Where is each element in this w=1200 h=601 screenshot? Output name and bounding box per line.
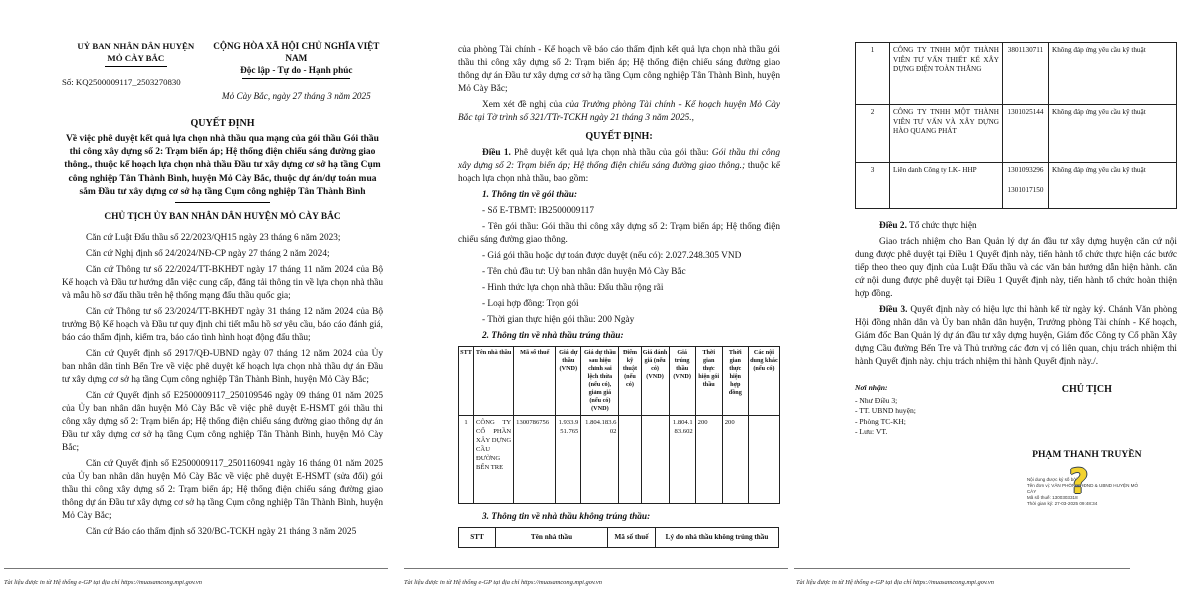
xemxet-paragraph xyxy=(458,99,780,125)
recipient-item: - TT. UBND huyện; xyxy=(855,406,916,415)
recipients-heading: Nơi nhận: xyxy=(855,383,888,392)
article-1 xyxy=(458,147,780,186)
national-motto: Độc lập - Tự do - Hạnh phúc xyxy=(240,65,353,75)
cell-tax-code: 3801130711 xyxy=(1003,43,1049,105)
cell-technical-score xyxy=(619,416,641,504)
article-1-pre: Phê duyệt kết quả lựa chọn nhà thầu của gói thầu: xyxy=(510,148,712,158)
winner-table-row xyxy=(459,416,780,504)
legal-basis-paragraph: Căn cứ Quyết định số E2500009117_250109546 ngày 09 tháng 01 năm 2025 của Ủy ban nhân dân huyện Mỏ Cày Bắc về việc phê duyệt E-HSMT gói thầu thi công xây dựng số 2: Trạm biến áp; Hệ thống điện chiếu sáng đường giao thông dự án Đầu tư xây dựng cơ sở hạ tầng Cụm công nghiệp Tân Thành Bình, huyện Mỏ Cày Bắc; xyxy=(62,391,383,454)
issuing-authority xyxy=(62,40,210,102)
cell-contractor-name: CÔNG TY TNHH MỘT THÀNH VIÊN TƯ VẤN VÀ XÂY DỰNG HÀO QUANG PHÁT xyxy=(890,105,1003,163)
cell-stt: 2 xyxy=(856,105,890,163)
date-line: Mỏ Cày Bắc, ngày 27 tháng 3 năm 2025 xyxy=(221,91,371,101)
cell-contractor-name: CÔNG TY CỔ PHẦN XÂY DỰNG CẦU ĐƯỜNG BẾN TRE xyxy=(474,416,514,504)
package-info-item: - Số E-TBMT: IB2500009117 xyxy=(482,206,595,216)
cell-tax-code: 1300786756 xyxy=(514,416,556,504)
cell-package-duration: 200 xyxy=(695,416,722,504)
recipient-item: - Phòng TC-KH; xyxy=(855,416,906,426)
legal-basis-paragraph: Căn cứ Luật Đấu thầu số 22/2023/QH15 ngày 23 tháng 6 năm 2023; xyxy=(86,233,341,244)
article-2-label: Điều 2. xyxy=(879,221,907,231)
cell-reason: Không đáp ứng yêu cầu kỹ thuật xyxy=(1049,163,1177,209)
article-3-label: Điều 3. xyxy=(879,305,908,315)
authority-heading: CHỦ TỊCH ỦY BAN NHÂN DÂN HUYỆN MỎ CÀY BẮC xyxy=(104,212,341,223)
page-footer: Tài liệu được in từ Hệ thống e-GP tại địa chỉ https://muasamcong.mpi.gov.vn xyxy=(404,568,788,589)
winner-table-header-row xyxy=(459,347,780,416)
header-cell: Giá đánh giá (nếu có) (VND) xyxy=(641,347,669,416)
cell-other xyxy=(748,416,779,504)
continuation-paragraph: của phòng Tài chính - Kế hoạch về báo cáo thẩm định kết quả lựa chọn nhà thầu gói thầu thi công xây dựng số 2: Trạm biến áp; Hệ thống điện chiếu sáng đường giao thông dự án Đầu tư xây dựng cơ sở hạ tầng Cụm công nghiệp Tân Thành Bình, huyện Mỏ Cày Bắc; xyxy=(458,45,780,94)
recipient-item: - Như Điều 3; xyxy=(855,395,898,405)
issuer-underline xyxy=(105,66,167,67)
header-cell: STT xyxy=(459,528,496,548)
article-1-post: thuộc kế hoạch lựa chọn nhà thầu, bao gồm: xyxy=(458,161,781,184)
package-info-item: - Tên chủ đầu tư: Uỷ ban nhân dân huyện Mỏ Cày Bắc xyxy=(482,267,686,277)
tax-code-1: 1301093296 xyxy=(1007,166,1044,174)
article-3 xyxy=(855,304,1177,369)
loser-row xyxy=(856,43,1177,105)
winner-table xyxy=(458,346,780,504)
cell-stt: 1 xyxy=(856,43,890,105)
legal-basis-paragraph: Căn cứ Quyết định số 2917/QĐ-UBND ngày 07 tháng 12 năm 2024 của Ủy ban nhân dân tỉnh Bến Tre về việc phê duyệt kế hoạch lựa chọn nhà thầu dự án Đầu tư xây dựng cơ sở hạ tầng Cụm công nghiệp Tân Thành Bình, huyện Mỏ Cày Bắc; xyxy=(62,349,383,386)
issuer-line-1: UỶ BAN NHÂN DÂN HUYỆN xyxy=(77,41,195,51)
decision-section-heading: QUYẾT ĐỊNH: xyxy=(585,131,653,142)
article-2-heading xyxy=(855,220,1177,233)
header-cell: Giá dự thầu sau hiệu chỉnh sai lệch thừa (nếu có), giảm giá (nếu có) (VND) xyxy=(581,347,619,416)
page-footer: Tài liệu được in từ Hệ thống e-GP tại địa chỉ https://muasamcong.mpi.gov.vn xyxy=(794,568,1130,589)
package-info-item: - Loại hợp đồng: Trọn gói xyxy=(482,299,579,309)
package-info-item: - Thời gian thực hiện gói thầu: 200 Ngày xyxy=(482,315,635,325)
signature-title: CHỦ TỊCH xyxy=(1061,384,1112,395)
legal-basis-paragraph: Căn cứ Thông tư số 23/2024/TT-BKHĐT ngày 31 tháng 12 năm 2024 của Bộ trưởng Bộ Kế hoạch và Đầu tư quy định chi tiết mẫu hồ sơ yêu cầu, báo cáo đánh giá, báo cáo thẩm định, kiểm tra, báo cáo tình hình hoạt động đấu thầu; xyxy=(62,307,383,344)
article-3-body: Quyết định này có hiệu lực thi hành kể từ ngày ký. Chánh Văn phòng Hội đồng nhân dân và Ủy ban nhân dân huyện, Trưởng phòng Tài chính - Kế hoạch, Giám đốc Ban Quản lý dự án đầu tư xây dựng huyện, Giám đốc Công ty Cổ phần Xây dựng Cầu đường Bến Tre và Thủ trưởng các đơn vị có liên quan, chịu trách nhiệm thi hành Quyết định này. chịu trách nhiệm thi hành Quyết định này./. xyxy=(855,305,1177,367)
header-cell: Tên nhà thầu xyxy=(496,528,608,548)
decision-title: Về việc phê duyệt kết quả lựa chọn nhà thầu qua mạng của gói thầu Gói thầu thi công xây dựng số 2: Trạm biến áp; Hệ thống điện chiếu sáng đường giao thông., thuộc kế hoạch lựa chọn nhà thầu Đầu tư xây dựng cơ sở hạ tầng Cụm công nghiệp Tân Thành Bình, huyện Mỏ Cày Bắc, thuộc dự án/dự toán mua sắm Đầu tư xây dựng cơ sở hạ tầng Cụm công nghiệp Tân Thành Bình xyxy=(64,134,381,197)
decision-heading: QUYẾT ĐỊNH xyxy=(190,118,255,129)
legal-basis-paragraph: Căn cứ Nghị định số 24/2024/NĐ-CP ngày 27 tháng 2 năm 2024; xyxy=(86,249,330,260)
section-3-heading: 3. Thông tin về nhà thầu không trúng thầu: xyxy=(482,512,651,522)
header-cell: Lý do nhà thầu không trúng thầu xyxy=(656,528,779,548)
cell-bid-price: 1.933.951.765 xyxy=(556,416,581,504)
legal-basis-paragraph: Căn cứ Thông tư số 22/2024/TT-BKHĐT ngày 17 tháng 11 năm 2024 của Bộ Kế hoạch và Đầu tư hướng dẫn việc cung cấp, đăng tải thông tin về lựa chọn nhà thầu và mẫu hồ sơ đấu thầu trên hệ thống mạng đấu thầu quốc gia; xyxy=(62,265,383,302)
cell-evaluated-price xyxy=(641,416,669,504)
cell-reason: Không đáp ứng yêu cầu kỹ thuật xyxy=(1049,105,1177,163)
page-footer: Tài liệu được in từ Hệ thống e-GP tại địa chỉ https://muasamcong.mpi.gov.vn xyxy=(4,568,388,589)
header-cell: STT xyxy=(459,347,474,416)
cell-stt: 1 xyxy=(459,416,474,504)
article-1-label: Điều 1. xyxy=(482,148,511,158)
loser-row xyxy=(856,163,1177,209)
header-cell: Tên nhà thầu xyxy=(474,347,514,416)
header-cell: Giá dự thầu (VND) xyxy=(556,347,581,416)
page-3 xyxy=(796,0,1200,601)
signer-block xyxy=(997,383,1177,507)
national-title: CỘNG HÒA XÃ HỘI CHỦ NGHĨA VIỆT NAM xyxy=(213,41,380,63)
national-header xyxy=(210,40,383,102)
tax-code-2: 1301017150 xyxy=(1007,185,1044,194)
header-cell: Điểm kỹ thuật (nếu có) xyxy=(619,347,641,416)
cell-tax-code: 1301025144 xyxy=(1003,105,1049,163)
page-1 xyxy=(0,0,400,601)
stamp-line: Tên đơn vị: VĂN PHÒNG HĐND & UBND HUYỆN MỎ CÀY xyxy=(1026,483,1139,494)
document-header xyxy=(62,40,383,102)
signature-section xyxy=(855,383,1177,507)
section-2-heading: 2. Thông tin về nhà thầu trúng thầu: xyxy=(482,331,624,341)
section-1-heading: 1. Thông tin về gói thầu: xyxy=(482,190,578,200)
xemxet-reference: của Trưởng phòng Tài chính - Kế hoạch huyện Mỏ Cày Bắc tại Tờ trình số 321/TTr-TCKH ngày 21 tháng 3 năm 2025., xyxy=(458,100,780,123)
loser-table xyxy=(855,42,1177,209)
cell-contractor-name: Liên danh Công ty LK- HHP xyxy=(890,163,1003,209)
signer-name: PHẠM THANH TRUYỀN xyxy=(1032,449,1142,460)
recipient-item: - Lưu: VT. xyxy=(855,427,888,436)
article-2-title: Tổ chức thực hiện xyxy=(906,221,977,231)
loser-table-header-row xyxy=(459,528,779,548)
stamp-line: Nội dung được ký số bởi xyxy=(1026,477,1078,482)
package-info-item: - Tên gói thầu: Gói thầu thi công xây dựng số 2: Trạm biến áp; Hệ thống điện chiếu sáng đường giao thông. xyxy=(458,222,780,245)
legal-basis-paragraph: Căn cứ Báo cáo thẩm định số 320/BC-TCKH ngày 21 tháng 3 năm 2025 xyxy=(86,527,357,538)
cell-contract-duration: 200 xyxy=(722,416,748,504)
header-cell: Thời gian thực hiện hợp đồng xyxy=(722,347,748,416)
legal-basis-paragraph: Căn cứ Quyết định số E2500009117_2501160941 ngày 16 tháng 01 năm 2025 của Ủy ban nhân dân huyện Mỏ Cày Bắc về việc phê duyệt E-HSMT (sửa đổi) gói thầu thi công xây dựng số 2: Trạm biến áp; Hệ thống điện chiếu sáng đường giao thông dự án Đầu tư xây dựng cơ sở hạ tầng Cụm công nghiệp Tân Thành Bình, huyện Mỏ Cày Bắc; xyxy=(62,459,383,522)
cell-winning-price: 1.804.183.602 xyxy=(669,416,695,504)
page-2 xyxy=(400,0,800,601)
loser-table-header xyxy=(458,527,779,548)
header-cell: Mã số thuế xyxy=(514,347,556,416)
header-cell: Thời gian thực hiện gói thầu xyxy=(695,347,722,416)
cell-contractor-name: CÔNG TY TNHH MỘT THÀNH VIÊN TƯ VẤN THIẾT KẾ XÂY DỰNG ĐIỆN TOÀN THẮNG xyxy=(890,43,1003,105)
header-cell: Các nội dung khác (nếu có) xyxy=(748,347,779,416)
question-mark-icon: ? xyxy=(1068,462,1089,502)
stamp-line: Thời gian ký: 27-03-2025 09:48:34 xyxy=(1026,501,1098,506)
header-cell: Mã số thuế xyxy=(608,528,656,548)
xemxet-prefix: Xem xét đề nghị của xyxy=(482,100,566,110)
article-1-package-name: Gói thầu thi công xây dựng số 2: Trạm biến áp; Hệ thống điện chiếu sáng đường giao thông.; xyxy=(458,148,780,171)
recipients-block xyxy=(855,383,997,507)
cell-reason: Không đáp ứng yêu cầu kỹ thuật xyxy=(1049,43,1177,105)
doc-number: Số: KQ2500009117_2503270830 xyxy=(62,77,181,87)
digital-signature-stamp xyxy=(1026,462,1147,507)
motto-underline xyxy=(242,78,350,79)
article-2-body: Giao trách nhiệm cho Ban Quản lý dự án đầu tư xây dựng huyện căn cứ nội dung được phê duyệt tại Điều 1 Quyết định này, tiến hành tổ chức thực hiện các bước tiếp theo theo quy định của Luật Đấu thầu và các văn bản hướng dẫn hiện hành. căn cứ nội dung được phê duyệt tại Điều 1 Quyết định này, tiến hành tổ chức hoàn thiện hợp đồng. xyxy=(855,237,1177,299)
package-info-item: - Hình thức lựa chọn nhà thầu: Đấu thầu rộng rãi xyxy=(482,283,664,293)
issuer-line-2: MỎ CÀY BẮC xyxy=(107,53,165,63)
loser-row xyxy=(856,105,1177,163)
cell-stt: 3 xyxy=(856,163,890,209)
stamp-line: Mã số thuế: 1300303318 xyxy=(1026,495,1078,500)
header-cell: Giá trúng thầu (VND) xyxy=(669,347,695,416)
cell-tax-code xyxy=(1003,163,1049,209)
title-underline xyxy=(175,202,270,203)
cell-corrected-price: 1.804.183.602 xyxy=(581,416,619,504)
package-info-item: - Giá gói thầu hoặc dự toán được duyệt (nếu có): 2.027.248.305 VND xyxy=(482,251,742,261)
